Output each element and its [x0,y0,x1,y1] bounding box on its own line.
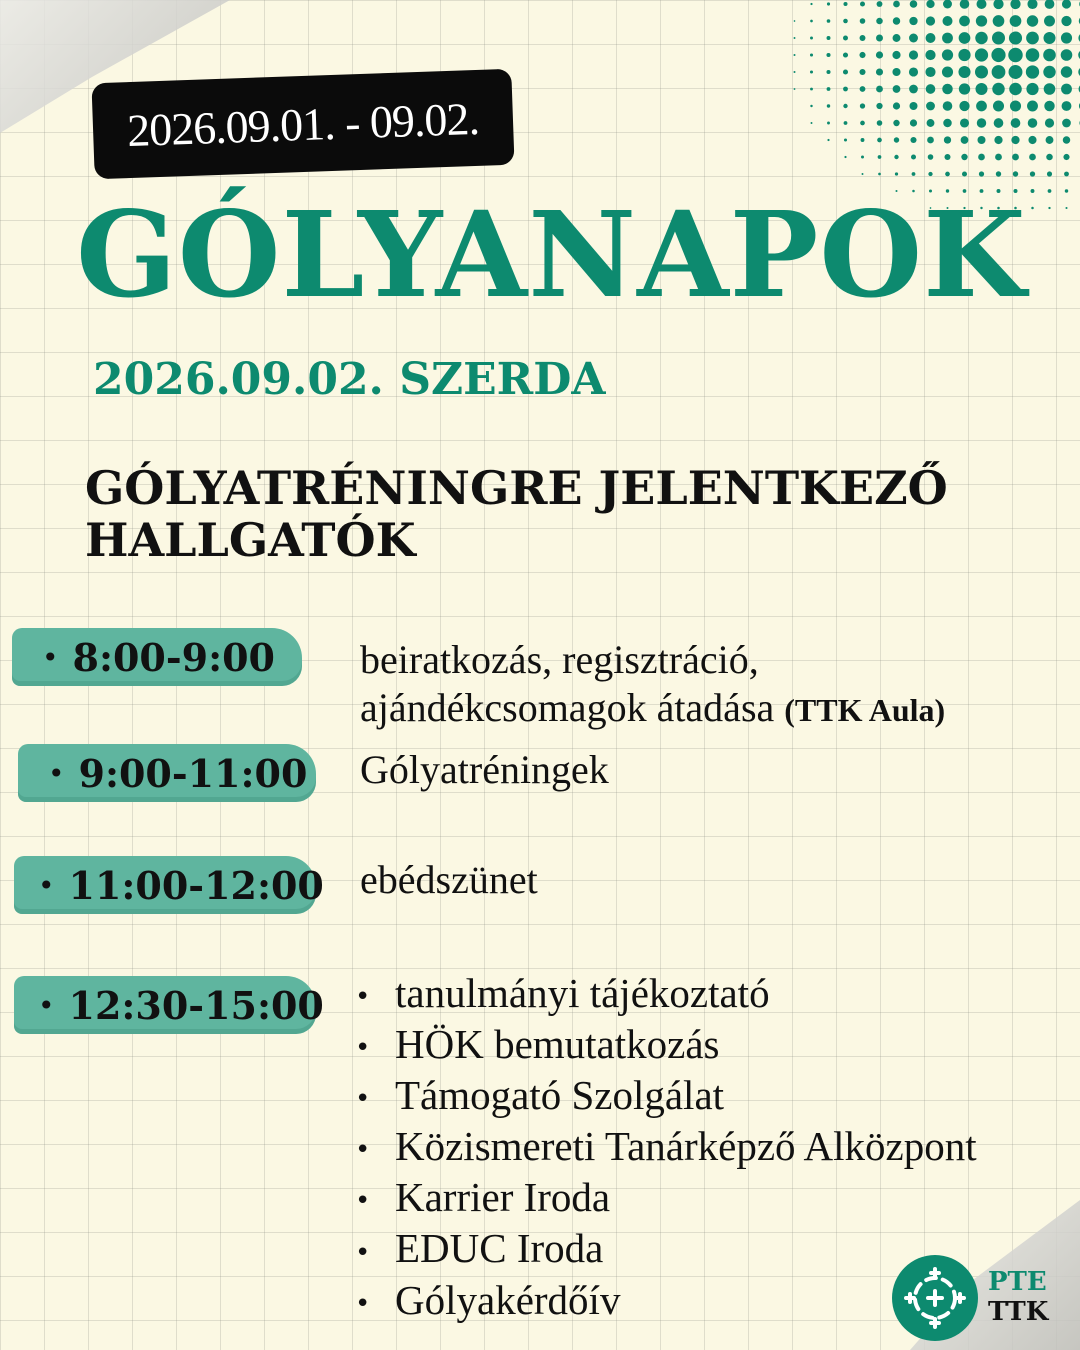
time-label-1: 8:00-9:00 [72,634,275,680]
date-range-text: 2026.09.01. - 09.02. [126,92,480,156]
bullet-icon: • [38,868,55,902]
day-title: 2026.09.02. SZERDA [93,354,606,405]
topic-text: Támogató Szolgálat [395,1072,725,1119]
topic-list [355,970,977,1328]
date-range-badge [91,69,514,180]
location-label: (TTK Aula) [784,692,946,728]
topic-text: EDUC Iroda [395,1225,604,1272]
topic-item [355,1174,977,1225]
bullet-icon: • [42,640,59,674]
bullet-icon: • [355,1186,371,1217]
logo-line-2: TTK [988,1297,1049,1327]
time-label-2: 9:00-11:00 [78,750,308,796]
logo-line-1: PTE [988,1267,1047,1298]
topic-text: Közismereti Tanárképző Alközpont [395,1123,977,1170]
schedule-desc-1-line-2: ajándékcsomagok átadása [360,685,775,730]
topic-text: Gólyakérdőív [395,1276,621,1323]
pte-ttk-logo [892,1255,1048,1341]
bullet-icon: • [355,982,371,1013]
time-pill-3 [14,856,324,914]
topic-text: tanulmányi tájékoztató [395,970,770,1016]
main-title: GÓLYANAPOK [76,185,1027,324]
schedule-desc-2: Gólyatréningek [360,747,609,792]
time-label-4: 12:30-15:00 [68,982,324,1028]
topic-text: HÖK bemutatkozás [395,1021,720,1068]
topic-item [355,1021,977,1072]
topic-item [355,1123,977,1174]
audience-line-1: GÓLYATRÉNINGRE JELENTKEZŐ [85,461,948,515]
audience-heading [85,462,1045,567]
bullet-icon: • [48,756,65,790]
pte-logo-icon [892,1255,978,1341]
time-pill-2 [18,744,316,802]
audience-line-2: HALLGATÓK [85,513,416,568]
topic-text: Karrier Iroda [395,1174,611,1221]
time-pill-4 [14,976,324,1034]
topic-item [355,1072,977,1123]
bullet-icon: • [355,1135,371,1166]
topic-item [355,1225,977,1276]
bullet-icon: • [38,988,55,1022]
schedule-desc-1 [360,636,945,732]
time-pill-1 [12,628,302,686]
logo-text [988,1268,1048,1328]
bullet-icon: • [355,1237,371,1268]
bullet-icon: • [355,1033,371,1064]
bullet-icon: • [355,1288,371,1319]
time-label-3: 11:00-12:00 [68,862,324,908]
schedule-desc-1-line-1: beiratkozás, regisztráció, [360,637,759,682]
topic-item [355,970,977,1021]
schedule-desc-3: ebédszünet [360,857,538,902]
bullet-icon: • [355,1084,371,1115]
topic-item [355,1277,977,1328]
halftone-dots-icon [680,0,1080,210]
